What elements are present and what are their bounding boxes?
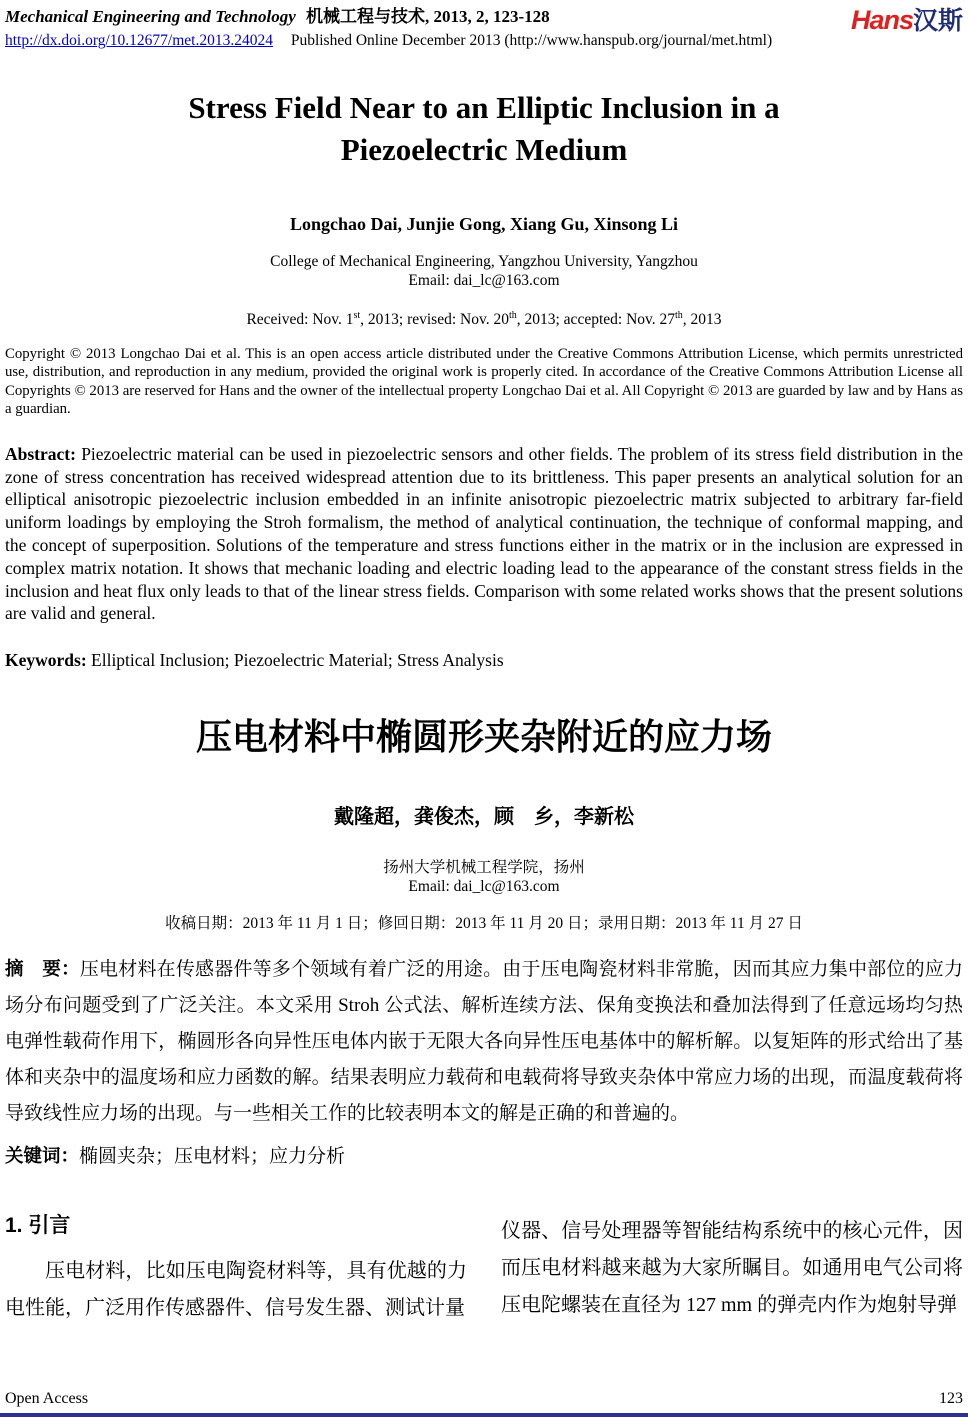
doi-link[interactable]: http://dx.doi.org/10.12677/met.2013.24024 [5,32,273,49]
intro-columns [5,1213,963,1327]
authors-en: Longchao Dai, Junjie Gong, Xiang Gu, Xinsong Li [289,213,679,234]
received-dates-zh: 收稿日期：2013 年 11 月 1 日；修回日期：2013 年 11 月 20 日；录用日期：2013 年 11 月 27 日 [165,915,803,933]
keywords-label-en: Keywords: [5,650,87,671]
affiliation-en: College of Mechanical Engineering, Yangzhou University, Yangzhou [270,252,698,270]
abstract-label-en: Abstract: [5,443,76,464]
hans-logo-latin: Hans [850,5,913,35]
journal-title-en: Mechanical Engineering and Technology [5,7,296,26]
intro-paragraph-left: 压电材料，比如压电陶瓷材料等，具有优越的力电性能，广泛用作传感器件、信号发生器、测试计量 [5,1260,467,1320]
footer-accent-bar [0,1413,968,1417]
journal-title-line [5,6,772,27]
keywords-en [5,649,963,672]
journal-doi-line [5,31,772,51]
affiliation-zh: 扬州大学机械工程学院，扬州 [383,859,585,877]
abstract-label-zh: 摘 要： [5,958,80,980]
authors-zh: 戴隆超，龚俊杰，顾 乡，李新松 [334,806,634,829]
keywords-label-zh: 关键词： [5,1145,80,1167]
keywords-text-zh: 椭圆夹杂；压电材料；应力分析 [79,1146,346,1168]
copyright-notice: Copyright © 2013 Longchao Dai et al. This is an open access article distributed under the Creative Commons Attribution License, which permits unrestricted use, distribution, and reproduction in any medium, provided the original work is properly cited. In accordance of the Creative Commons Attribution License all Copyrights © 2013 are reserved for Hans and the owner of the intellectual property Longchao Dai et al. All Copyright © 2013 are guarded by law and by Hans as a guardian. [5,345,963,418]
keywords-zh [5,1138,963,1175]
received-dates-en: Received: Nov. 1st, 2013; revised: Nov. 20th, 2013; accepted: Nov. 27th, 2013 [246,309,722,328]
paper-title-en: Stress Field Near to an Elliptic Inclusion in a Piezoelectric Medium [188,90,780,167]
hans-logo [851,6,963,38]
journal-header-left [5,6,772,51]
abstract-text-zh: 压电材料在传感器件等多个领域有着广泛的用途。由于压电陶瓷材料非常脆，因而其应力集中部位的应力场分布问题受到了广泛关注。本文采用 Stroh 公式法、解析连续方法、保角变换法和叠加法得到了任意远场均匀热电弹性载荷作用下，椭圆形各向异性压电体内嵌于无限大各向异性压电基体中的解析解。以复矩阵的形式给出了基体和夹杂中的温度场和应力函数的解。结果表明应力载荷和电载荷将导致夹杂体中常应力场的出现，而温度载荷将导致线性应力场的出现。与一些相关工作的比较表明本文的解是正确的和普遍的。 [5,959,963,1125]
journal-issue-info: 机械工程与技术, 2013, 2, 123-128 [306,7,550,26]
intro-column-left [5,1213,467,1327]
hans-logo-cjk: 汉斯 [912,7,963,35]
abstract-zh [5,951,963,1132]
section-heading-introduction: 1. 引言 [5,1214,71,1238]
email-zh: Email: dai_lc@163.com [408,878,560,896]
intro-column-right [501,1213,963,1327]
open-access-label: Open Access [5,1390,89,1407]
abstract-text-en: Piezoelectric material can be used in piezoelectric sensors and other fields. The problem of its stress field distribution in the zone of stress concentration has received widespread attention due to its brittleness. This paper presents an analytical solution for an elliptical anisotropic piezoelectric inclusion embedded in an infinite anisotropic piezoelectric matrix subjected to arbitrary far-field uniform loadings by employing the Stroh formalism, the method of analytical continuation, the technique of conformal mapping, and the concept of superposition. Solutions of the temperature and stress functions either in the matrix or in the inclusion are expressed in complex matrix notation. It shows that mechanic loading and electric loading lead to the appearance of the constant stress fields in the inclusion and heat flux only leads to that of the linear stress fields. Comparison with some related works shows that the present solutions are valid and general. [5,443,963,624]
page-number: 123 [939,1390,963,1407]
intro-paragraph-right: 仪器、信号处理器等智能结构系统中的核心元件，因而压电材料越来越为大家所瞩目。如通用电气公司将压电陀螺装在直径为 127 mm 的弹壳内作为炮射导弹 [501,1220,963,1317]
email-en: Email: dai_lc@163.com [408,271,560,289]
page-footer [5,1390,963,1408]
keywords-text-en: Elliptical Inclusion; Piezoelectric Material; Stress Analysis [91,650,504,671]
paper-title-zh: 压电材料中椭圆形夹杂附近的应力场 [195,717,772,758]
journal-header [5,6,963,51]
abstract-en [5,443,963,625]
published-online-info: Published Online December 2013 (http://www.hanspub.org/journal/met.html) [290,32,773,49]
